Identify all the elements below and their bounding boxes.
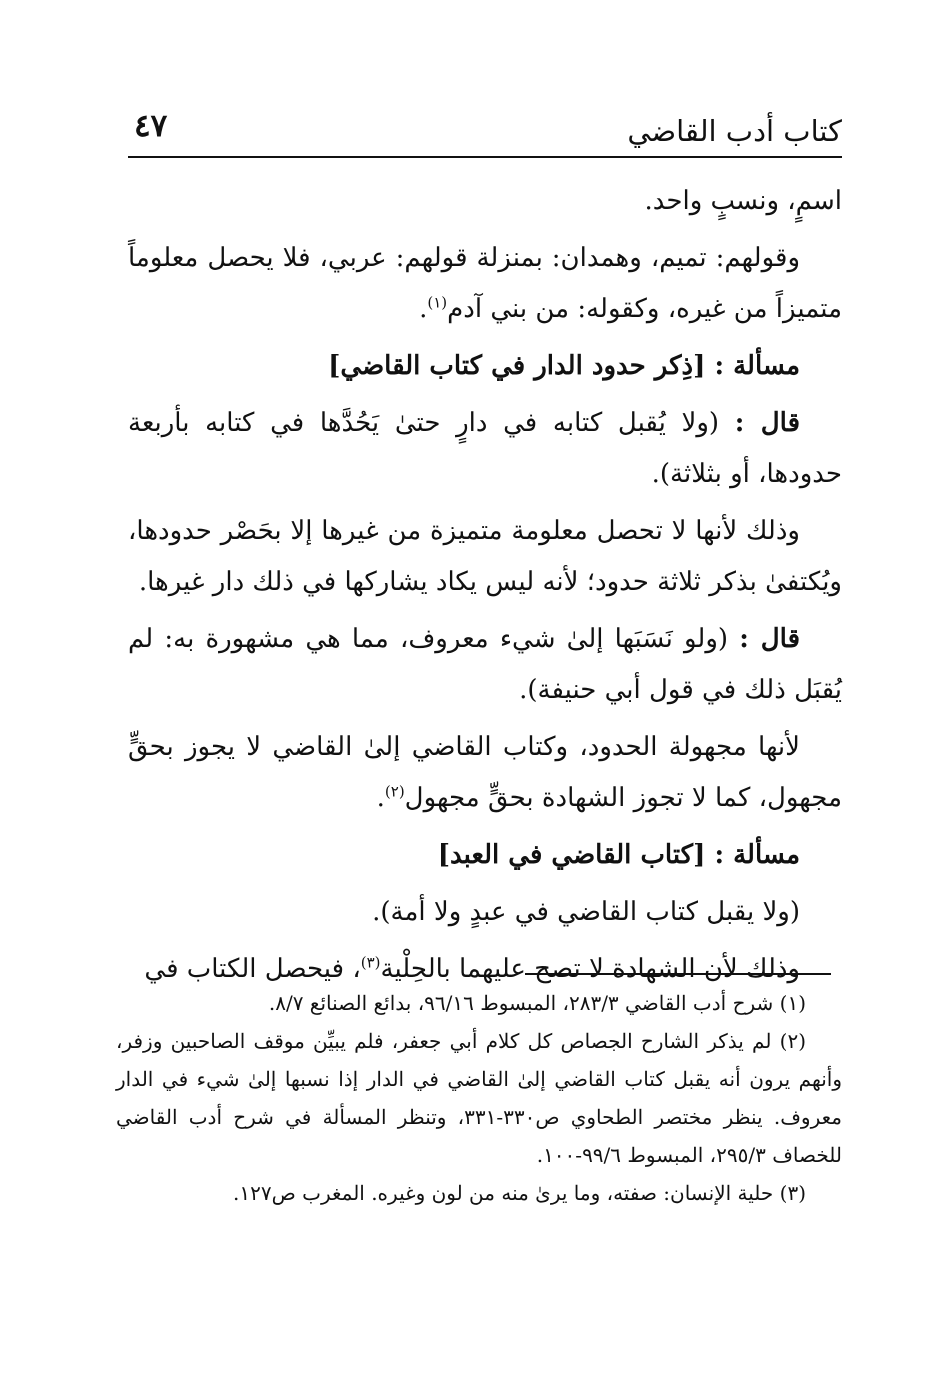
paragraph: وذلك لأن الشهادة لا تصح عليهما بالحِلْية$^{(٣)}$، فيحصل الكتاب في xyxy=(144,953,800,984)
footnote: (٢) لم يذكر الشارح الجصاص كل كلام أبي جعفر، فلم يبيِّن موقف الصاحبين وزفر، وأنهم يرون أنه يقبل كتاب القاضي إلىٰ القاضي في الدار إذا نسبها إلىٰ شيء في الدار معروف. ينظر مختصر الطحاوي ص٣٣٠-٣٣١، وتنظر المسألة في شرح أدب القاضي للخصاف ٢٩٥/٣، المبسوط ٩٩/٦-١٠٠. xyxy=(116,1029,842,1167)
section-heading xyxy=(128,830,842,881)
section-heading xyxy=(128,341,842,392)
page-number: ٤٧ xyxy=(134,108,168,144)
paragraph: وقولهم: تميم، وهمدان: بمنزلة قولهم: عربي، فلا يحصل معلوماً متميزاً من غيره، وكقوله: من بني آدم$^{(١)}$. xyxy=(128,243,842,324)
heading-title: [كتاب القاضي في العبد] xyxy=(437,840,706,870)
footnotes xyxy=(116,984,842,1212)
qal-label: قال : xyxy=(734,408,801,438)
footnote-ref[interactable]: (٣) xyxy=(360,953,381,972)
heading-label: مسألة : xyxy=(714,840,800,870)
footnote-divider xyxy=(525,973,831,975)
footnote-ref[interactable]: (١) xyxy=(427,293,448,312)
paragraph: قال : (ولو نَسَبَها إلىٰ شيء معروف، مما هي مشهورة به: لم يُقبَل ذلك في قول أبي حنيفة). xyxy=(128,624,842,705)
paragraph: (ولا يقبل كتاب القاضي في عبدٍ ولا أمة). xyxy=(372,897,800,927)
paragraph: قال : (ولا يُقبل كتابه في دارٍ حتىٰ يَحُدَّها في كتابه بأربعة حدودها، أو بثلاثة). xyxy=(128,408,842,489)
qal-label: قال : xyxy=(739,624,801,654)
paragraph: اسمٍ، ونسبٍ واحد. xyxy=(644,186,842,216)
page-header xyxy=(128,108,842,158)
footnote: (٣) حلية الإنسان: صفته، وما يرىٰ منه من لون وغيره. المغرب ص١٢٧. xyxy=(232,1181,806,1205)
paragraph: وذلك لأنها لا تحصل معلومة متميزة من غيرها إلا بحَصْر حدودها، ويُكتفىٰ بذكر ثلاثة حدود؛ لأنه ليس يكاد يشاركها في ذلك دار غيرها. xyxy=(128,516,842,597)
footnote: (١) شرح أدب القاضي ٢٨٣/٣، المبسوط ٩٦/١٦، بدائع الصنائع ٨/٧. xyxy=(268,991,806,1015)
running-title: كتاب أدب القاضي xyxy=(627,114,842,148)
main-text xyxy=(128,176,842,1001)
heading-title: [ذِكر حدود الدار في كتاب القاضي] xyxy=(328,351,706,381)
footnote-ref[interactable]: (٢) xyxy=(384,782,405,801)
heading-label: مسألة : xyxy=(714,351,800,381)
paragraph: لأنها مجهولة الحدود، وكتاب القاضي إلىٰ القاضي لا يجوز بحقٍّ مجهول، كما لا تجوز الشهادة بحقٍّ مجهول$^{(٢)}$. xyxy=(128,732,842,813)
